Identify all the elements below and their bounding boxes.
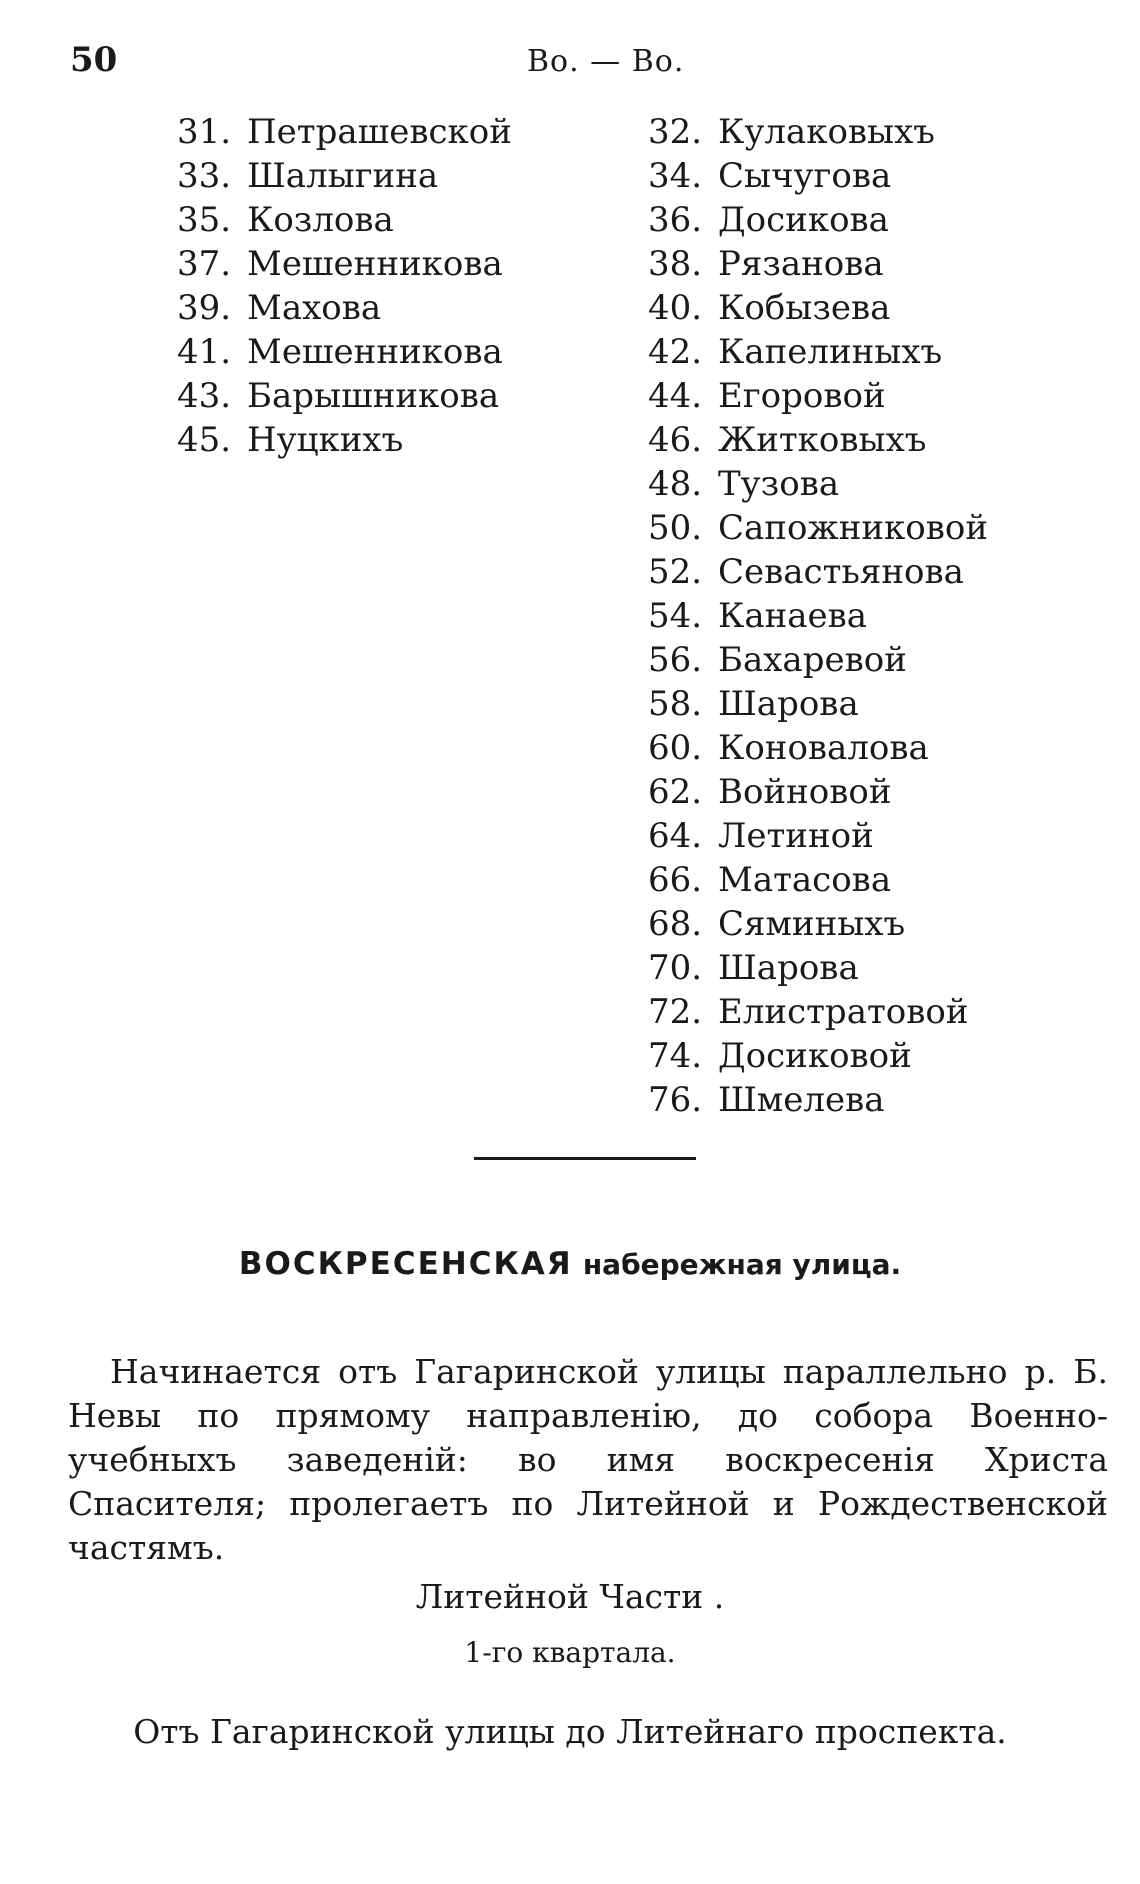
house-owner: Тузова — [718, 464, 840, 504]
house-number: 60. — [648, 728, 703, 768]
house-owner: Нуцкихъ — [247, 420, 404, 460]
house-owner: Шмелева — [718, 1080, 885, 1120]
house-number: 48. — [648, 464, 703, 504]
house-number: 52. — [648, 552, 703, 592]
house-entry — [648, 330, 988, 374]
house-entry — [648, 418, 988, 462]
house-number: 54. — [648, 596, 703, 636]
house-owner: Мешенникова — [247, 244, 503, 284]
house-entry — [648, 286, 988, 330]
house-owner: Елистратовой — [718, 992, 969, 1032]
house-owner: Егоровой — [718, 376, 886, 416]
house-entry — [177, 330, 512, 374]
house-number: 74. — [648, 1036, 703, 1076]
house-entry — [648, 814, 988, 858]
house-owner: Барышникова — [247, 376, 500, 416]
house-owner: Досиковой — [718, 1036, 912, 1076]
house-number: 37. — [177, 244, 232, 284]
page-header — [0, 36, 1140, 86]
house-entry — [648, 154, 988, 198]
segment-title: Отъ Гагаринской улицы до Литейнаго проспекта. — [133, 1712, 1007, 1751]
house-owner: Петрашевской — [247, 112, 512, 152]
house-number: 36. — [648, 200, 703, 240]
house-owner: Мешенникова — [247, 332, 503, 372]
house-entry — [648, 770, 988, 814]
house-number: 64. — [648, 816, 703, 856]
house-owner: Летиной — [718, 816, 874, 856]
house-number: 72. — [648, 992, 703, 1032]
house-entry — [648, 242, 988, 286]
house-owner: Сычугова — [718, 156, 892, 196]
street-type: набережная улица. — [582, 1248, 902, 1281]
house-entry — [648, 110, 988, 154]
house-number: 66. — [648, 860, 703, 900]
house-number: 44. — [648, 376, 703, 416]
house-entry — [648, 682, 988, 726]
house-owner: Капелиныхъ — [718, 332, 943, 372]
house-entry — [177, 286, 512, 330]
section-divider — [474, 1157, 696, 1160]
house-entry — [648, 506, 988, 550]
house-entry — [648, 198, 988, 242]
house-number: 56. — [648, 640, 703, 680]
house-entry — [648, 374, 988, 418]
section-title — [0, 1244, 1140, 1282]
house-owner: Войновой — [718, 772, 892, 812]
house-number: 34. — [648, 156, 703, 196]
house-number: 31. — [177, 112, 232, 152]
house-number: 32. — [648, 112, 703, 152]
house-entry — [648, 462, 988, 506]
house-owner: Сяминыхъ — [718, 904, 906, 944]
house-entry — [177, 198, 512, 242]
part-title: Литейной Части . — [415, 1577, 725, 1616]
house-entry — [648, 638, 988, 682]
house-entry — [177, 418, 512, 462]
house-entry — [648, 902, 988, 946]
house-entry — [648, 550, 988, 594]
house-number: 45. — [177, 420, 232, 460]
house-number: 62. — [648, 772, 703, 812]
house-entry — [177, 374, 512, 418]
house-entry — [648, 726, 988, 770]
house-entry — [177, 242, 512, 286]
house-number: 38. — [648, 244, 703, 284]
running-head: Во. — Во. — [527, 44, 685, 79]
house-owner: Житковыхъ — [718, 420, 927, 460]
house-number: 35. — [177, 200, 232, 240]
house-entry — [648, 990, 988, 1034]
house-number: 70. — [648, 948, 703, 988]
page-number: 50 — [70, 40, 118, 80]
left-house-list — [177, 110, 512, 462]
house-number: 41. — [177, 332, 232, 372]
house-number: 40. — [648, 288, 703, 328]
house-number: 42. — [648, 332, 703, 372]
house-number: 58. — [648, 684, 703, 724]
house-owner: Матасова — [718, 860, 892, 900]
house-number: 68. — [648, 904, 703, 944]
house-number: 50. — [648, 508, 703, 548]
house-owner: Бахаревой — [718, 640, 907, 680]
house-entry — [177, 154, 512, 198]
house-number: 76. — [648, 1080, 703, 1120]
house-owner: Севастьянова — [718, 552, 964, 592]
house-owner: Канаева — [718, 596, 868, 636]
house-number: 43. — [177, 376, 232, 416]
right-house-list — [648, 110, 988, 1122]
house-entry — [648, 858, 988, 902]
house-number: 33. — [177, 156, 232, 196]
quarter-title: 1-го квартала. — [464, 1636, 676, 1669]
house-entry — [648, 1078, 988, 1122]
house-entry — [648, 594, 988, 638]
house-owner: Козлова — [247, 200, 394, 240]
house-entry — [648, 1034, 988, 1078]
house-owner: Кобызева — [718, 288, 891, 328]
house-owner: Коновалова — [718, 728, 929, 768]
house-owner: Кулаковыхъ — [718, 112, 935, 152]
house-number: 39. — [177, 288, 232, 328]
house-owner: Шарова — [718, 948, 859, 988]
street-name: ВОСКРЕСЕНСКАЯ — [238, 1246, 573, 1282]
house-entry — [177, 110, 512, 154]
house-owner: Рязанова — [718, 244, 884, 284]
house-owner: Шалыгина — [247, 156, 439, 196]
house-number: 46. — [648, 420, 703, 460]
house-owner: Досикова — [718, 200, 889, 240]
house-owner: Махова — [247, 288, 382, 328]
street-description: Начинается отъ Гагаринской улицы параллельно р. Б. Невы по прямому направленію, до собора Военно-учебныхъ заведеній: во имя воскресенія Христа Спасителя; пролегаетъ по Литейной и Рождественской частямъ. — [68, 1352, 1108, 1567]
house-entry — [648, 946, 988, 990]
house-owner: Сапожниковой — [718, 508, 989, 548]
house-owner: Шарова — [718, 684, 859, 724]
